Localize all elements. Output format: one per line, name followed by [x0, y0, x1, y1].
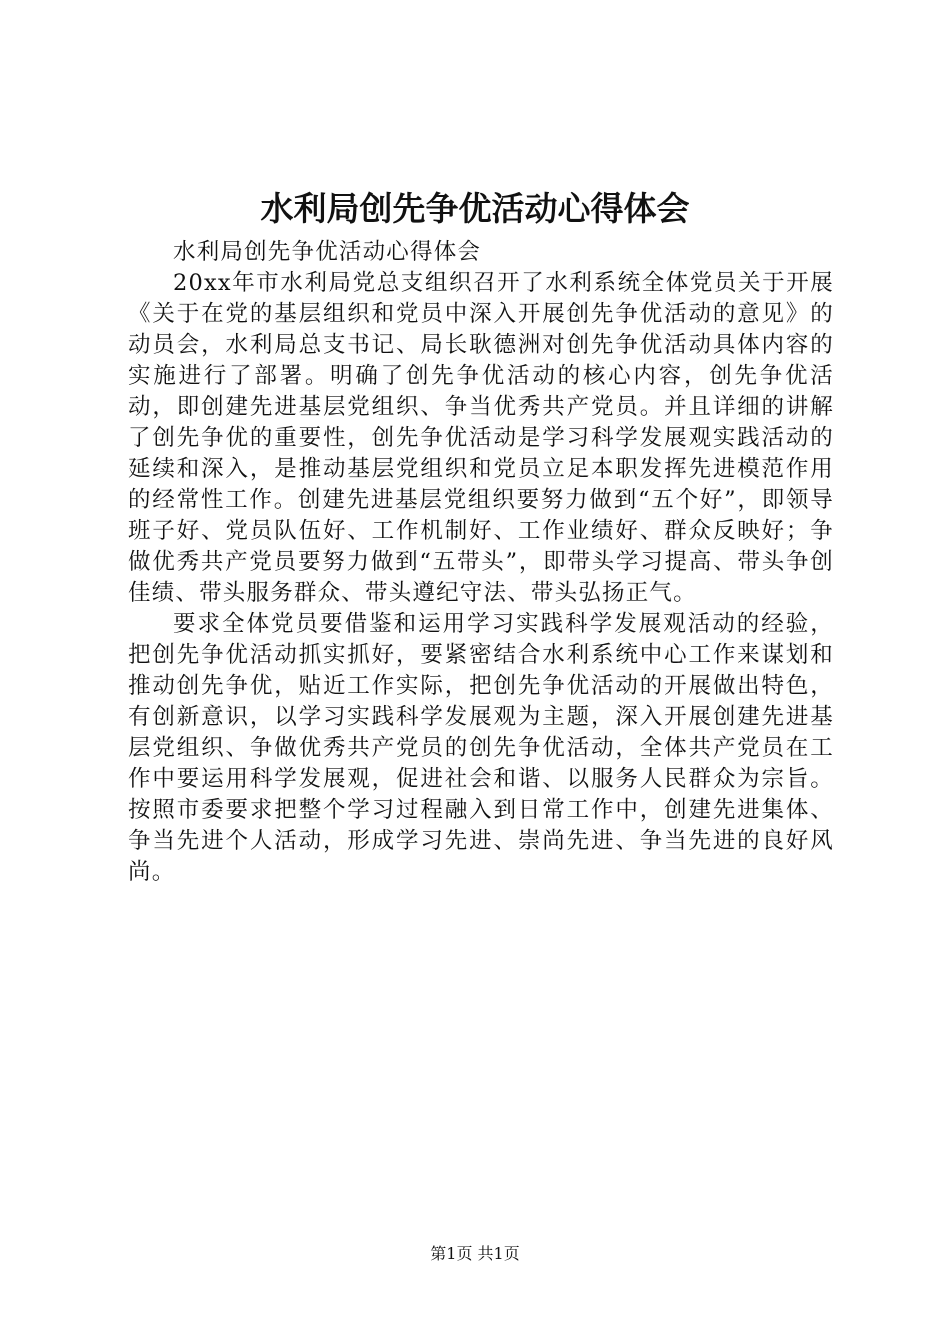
subtitle-paragraph: 水利局创先争优活动心得体会	[173, 239, 482, 265]
body-paragraph: 20xx年市水利局党总支组织召开了水利系统全体党员关于开展《关于在党的基层组织和党员中深入开展创先争优活动的意见》的动员会，水利局总支书记、局长耿德洲对创先争优活动具体内容的实施进行了部署。明确了创先争优活动的核心内容，创先争优活动，即创建先进基层党组织、争当优秀共产党员。并且详细的讲解了创先争优的重要性，创先争优活动是学习科学发展观实践活动的延续和深入，是推动基层党组织和党员立足本职发挥先进模范作用的经常性工作。创建先进基层党组织要努力做到“五个好”，即领导班子好、党员队伍好、工作机制好、工作业绩好、群众反映好；争做优秀共产党员要努力做到“五带头”，即带头学习提高、带头争创佳绩、带头服务群众、带头遵纪守法、带头弘扬正气。	[128, 270, 834, 606]
document-title: 水利局创先争优活动心得体会	[260, 189, 690, 228]
document-body	[128, 237, 834, 888]
page-footer: 第1页 共1页	[430, 1244, 520, 1263]
body-paragraph: 要求全体党员要借鉴和运用学习实践科学发展观活动的经验，把创先争优活动抓实抓好，要紧密结合水利系统中心工作来谋划和推动创先争优，贴近工作实际，把创先争优活动的开展做出特色，有创新意识，以学习实践科学发展观为主题，深入开展创建先进基层党组织、争做优秀共产党员的创先争优活动，全体共产党员在工作中要运用科学发展观，促进社会和谐、以服务人民群众为宗旨。按照市委要求把整个学习过程融入到日常工作中，创建先进集体、争当先进个人活动，形成学习先进、崇尚先进、争当先进的良好风尚。	[128, 611, 834, 885]
